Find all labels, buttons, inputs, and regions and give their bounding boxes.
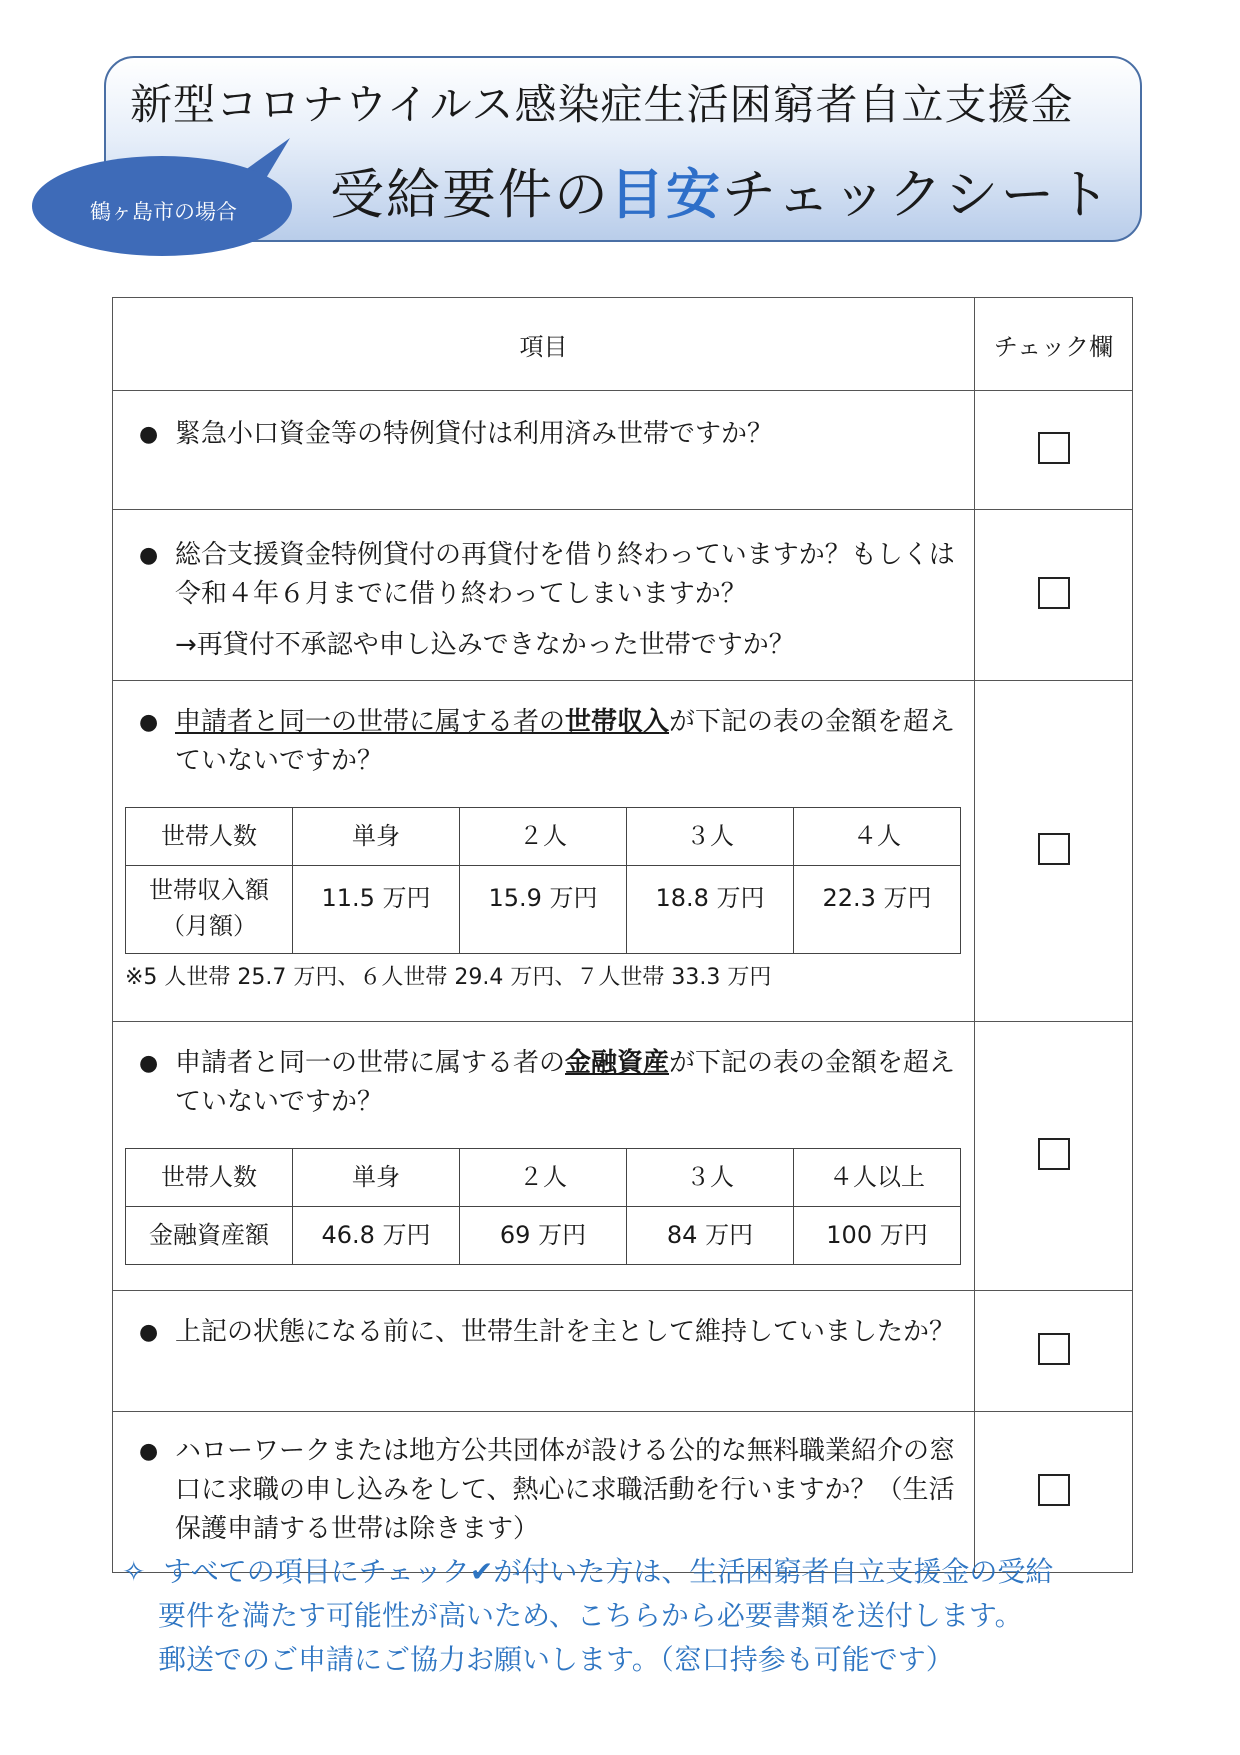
- checklist-row: ● 申請者と同一の世帯に属する者の世帯収入が下記の表の金額を超えていないですか？ 世帯人数 単身 ２人 ３人 ４人 世帯収入額 （月額） 11.5 万円 15.9 万円 18.8 万円 22.3 万円 ※5 人世帯 25.7 万円、６人世帯 29.4 万円、７人世帯 33.3 万円: [113, 681, 1133, 1022]
- checkbox-4[interactable]: [1038, 1138, 1070, 1170]
- bullet-icon: ●: [139, 1439, 159, 1464]
- checkbox-3[interactable]: [1038, 833, 1070, 865]
- assets-value: 46.8 万円: [293, 1207, 460, 1265]
- question-subtext: →再貸付不承認や申し込みできなかった世帯ですか？: [175, 630, 795, 660]
- checklist-row: [113, 1412, 1133, 1573]
- check-icon: ✔: [469, 1555, 494, 1588]
- assets-value: 84 万円: [627, 1207, 794, 1265]
- assets-row-label: 金融資産額: [126, 1207, 293, 1265]
- checklist-table: [112, 297, 1133, 1573]
- checklist-row: [113, 391, 1133, 510]
- assets-value: 69 万円: [460, 1207, 627, 1265]
- bullet-icon: ●: [139, 1051, 159, 1076]
- bullet-icon: ●: [139, 710, 159, 735]
- income-row-label: 世帯収入額 （月額）: [126, 866, 293, 954]
- income-value: 15.9 万円: [460, 866, 627, 954]
- checklist-row: [113, 1291, 1133, 1412]
- speech-bubble: [0, 0, 1240, 300]
- question-text: ハローワークまたは地方公共団体が設ける公的な無料職業紹介の窓口に求職の申し込みをして、熱心に求職活動を行いますか？（生活保護申請する世帯は除きます）: [175, 1436, 956, 1544]
- page-title-line2: 受給要件の目安チェックシート: [330, 163, 1113, 226]
- page-title-line1: 新型コロナウイルス感染症生活困窮者自立支援金: [130, 80, 1074, 129]
- income-value: 11.5 万円: [293, 866, 460, 954]
- income-note: ※5 人世帯 25.7 万円、６人世帯 29.4 万円、７人世帯 33.3 万円: [125, 965, 772, 990]
- key-term-income: 世帯収入: [565, 707, 670, 737]
- key-term-assets: 金融資産: [565, 1048, 670, 1078]
- bullet-icon: ●: [139, 422, 159, 447]
- question-text: 上記の状態になる前に、世帯生計を主として維持していましたか？: [175, 1317, 956, 1347]
- bubble-label: 鶴ヶ島市の場合: [90, 200, 237, 224]
- checklist-row: [113, 510, 1133, 681]
- income-value: 22.3 万円: [794, 866, 961, 954]
- footer-note: ✧ すべての項目にチェック✔が付いた方は、生活困窮者自立支援金の受給 要件を満たす可能性が高いため、こちらから必要書類を送付します。 郵送でのご申請にご協力お願いします。（窓口持参も可能です）: [122, 1555, 1054, 1676]
- table-header: [113, 298, 1133, 391]
- col-item-header: 項目: [113, 298, 975, 391]
- col-check-header: チェック欄: [975, 298, 1133, 391]
- checkbox-6[interactable]: [1038, 1474, 1070, 1506]
- bullet-icon: ●: [139, 543, 159, 568]
- bullet-icon: ●: [139, 1320, 159, 1345]
- income-value: 18.8 万円: [627, 866, 794, 954]
- title-highlight: 目安: [610, 163, 722, 226]
- question-text: 緊急小口資金等の特例貸付は利用済み世帯ですか？: [175, 419, 774, 449]
- checklist-row: ● 申請者と同一の世帯に属する者の金融資産が下記の表の金額を超えていないですか？ 世帯人数 単身 ２人 ３人 ４人以上 金融資産額 46.8 万円 69 万円 84 万円 100 万円: [113, 1022, 1133, 1291]
- checkbox-1[interactable]: [1038, 432, 1070, 464]
- assets-value: 100 万円: [794, 1207, 961, 1265]
- checkbox-5[interactable]: [1038, 1333, 1070, 1365]
- question-text: 総合支援資金特例貸付の再貸付を借り終わっていますか？もしくは令和４年６月までに借り終わってしまいますか？: [175, 540, 955, 609]
- income-table: 世帯人数 単身 ２人 ３人 ４人 世帯収入額 （月額） 11.5 万円 15.9 万円 18.8 万円 22.3 万円: [125, 807, 961, 954]
- sparkle-icon: ✧: [122, 1555, 146, 1588]
- checkbox-2[interactable]: [1038, 577, 1070, 609]
- assets-table: 世帯人数 単身 ２人 ３人 ４人以上 金融資産額 46.8 万円 69 万円 84 万円 100 万円: [125, 1148, 961, 1265]
